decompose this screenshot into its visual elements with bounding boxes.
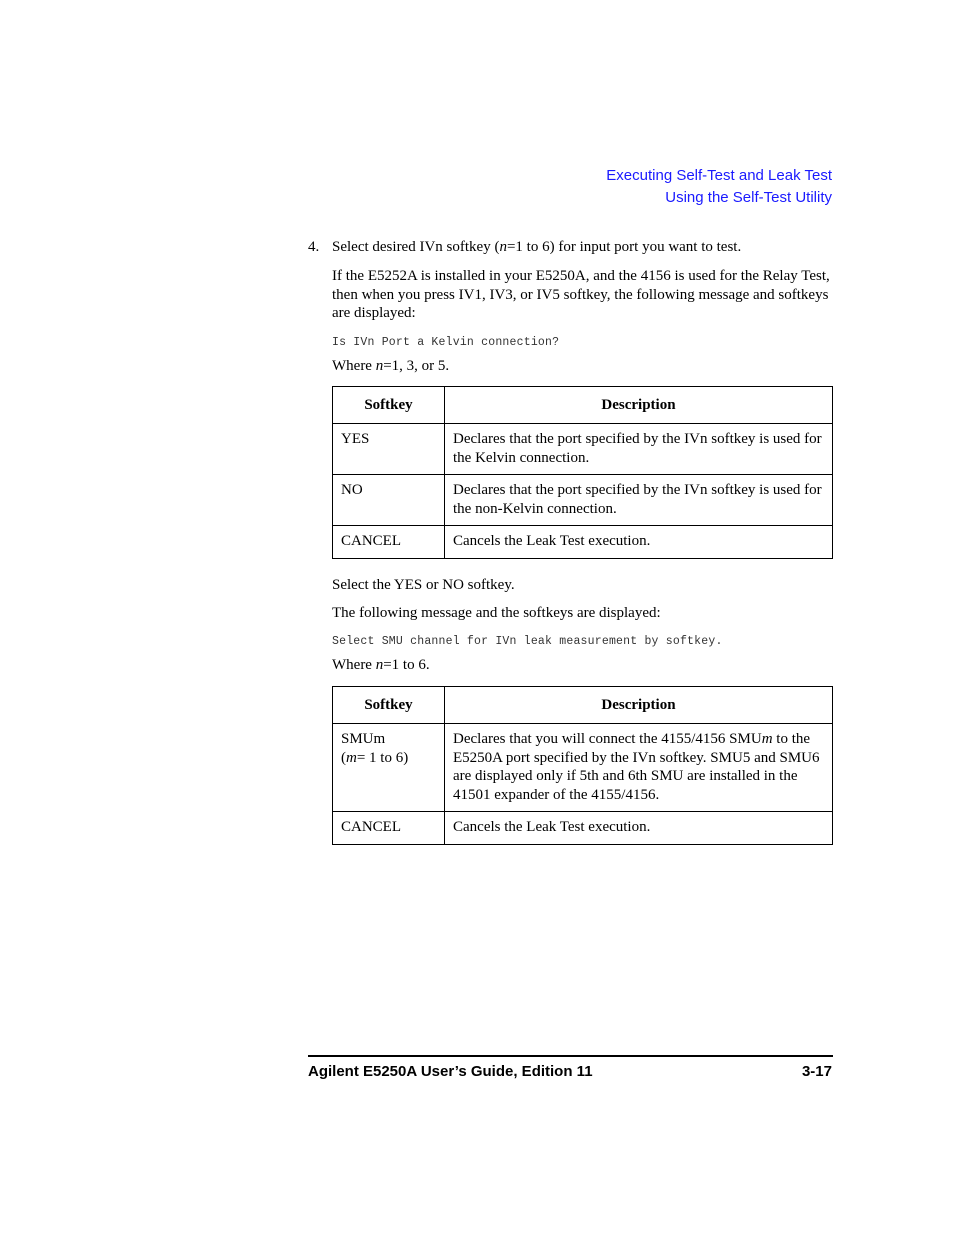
- page-number: 3-17: [801, 1063, 832, 1080]
- softkey-cell: [333, 724, 445, 812]
- step-number: 4.: [308, 239, 320, 255]
- where-variable: n: [375, 357, 384, 374]
- footer-title: Agilent E5250A User’s Guide, Edition 11: [308, 1063, 593, 1080]
- softkey-cell: NO: [333, 475, 445, 526]
- where-variable: n: [375, 656, 384, 673]
- select-softkey-paragraph: Select the YES or NO softkey.: [332, 576, 515, 593]
- column-header-softkey: Softkey: [333, 387, 445, 424]
- running-head-section: Using the Self-Test Utility: [665, 189, 832, 206]
- softkey-cell: YES: [333, 424, 445, 475]
- softkey-cell: CANCEL: [333, 526, 445, 559]
- column-header-softkey: Softkey: [333, 687, 445, 724]
- table-row: [333, 475, 833, 526]
- description-cell: Cancels the Leak Test execution.: [445, 526, 833, 559]
- range-text: = 1 to 6): [356, 749, 409, 766]
- running-head: [606, 165, 832, 209]
- softkey-label: SMUm: [341, 731, 386, 747]
- intro-paragraph: If the E5252A is installed in your E5250A, and the 4156 is used for the Relay Test, then when you press IV1, IV3, or IV5 softkey, the following message and softkeys are displayed:: [332, 268, 830, 321]
- table-header-row: [333, 387, 833, 424]
- column-header-description: Description: [445, 387, 833, 424]
- kelvin-softkey-table: [332, 386, 833, 559]
- where-text: =1 to 6.: [383, 656, 430, 673]
- where-n-note: [332, 656, 833, 675]
- step-text-part: =1 to 6) for input port you want to test.: [506, 239, 742, 255]
- softkey-range: [341, 749, 436, 768]
- step-text: [332, 239, 741, 255]
- main-content: [308, 238, 833, 845]
- running-head-chapter: Executing Self-Test and Leak Test: [606, 167, 832, 184]
- footer-rule: [308, 1055, 833, 1057]
- table-row: [333, 424, 833, 475]
- where-text: Where: [332, 357, 376, 374]
- description-cell: Declares that the port specified by the IVn softkey is used for the Kelvin connection.: [445, 424, 833, 475]
- step-variable: n: [499, 239, 507, 255]
- where-text: =1, 3, or 5.: [383, 357, 450, 374]
- smu-softkey-table: [332, 686, 833, 845]
- table-header-row: [333, 687, 833, 724]
- description-cell: [445, 724, 833, 812]
- range-text: (: [341, 749, 346, 766]
- description-text: Declares that you will connect the 4155/4156 SMU: [453, 731, 762, 747]
- column-header-description: Description: [445, 687, 833, 724]
- table-row: [333, 526, 833, 559]
- table-row: [333, 724, 833, 812]
- kelvin-message: Is IVn Port a Kelvin connection?: [332, 335, 560, 349]
- table-row: [333, 812, 833, 845]
- step-text-part: Select desired IVn softkey (: [332, 239, 500, 255]
- description-text: to the E5250A port specified by the IVn softkey. SMU5 and SMU6 are displayed only if 5th and 6th SMU are installed in the 41501 expander of the 4155/4156.: [453, 731, 820, 803]
- step-4: [308, 238, 833, 257]
- where-n-note: [332, 357, 833, 376]
- softkey-cell: CANCEL: [333, 812, 445, 845]
- description-cell: Cancels the Leak Test execution.: [445, 812, 833, 845]
- following-message-paragraph: The following message and the softkeys are displayed:: [332, 605, 661, 621]
- range-variable: m: [346, 749, 357, 766]
- where-text: Where: [332, 656, 376, 673]
- description-cell: Declares that the port specified by the IVn softkey is used for the non-Kelvin connection.: [445, 475, 833, 526]
- smu-channel-message: Select SMU channel for IVn leak measurement by softkey.: [332, 634, 723, 648]
- description-variable: m: [761, 731, 773, 747]
